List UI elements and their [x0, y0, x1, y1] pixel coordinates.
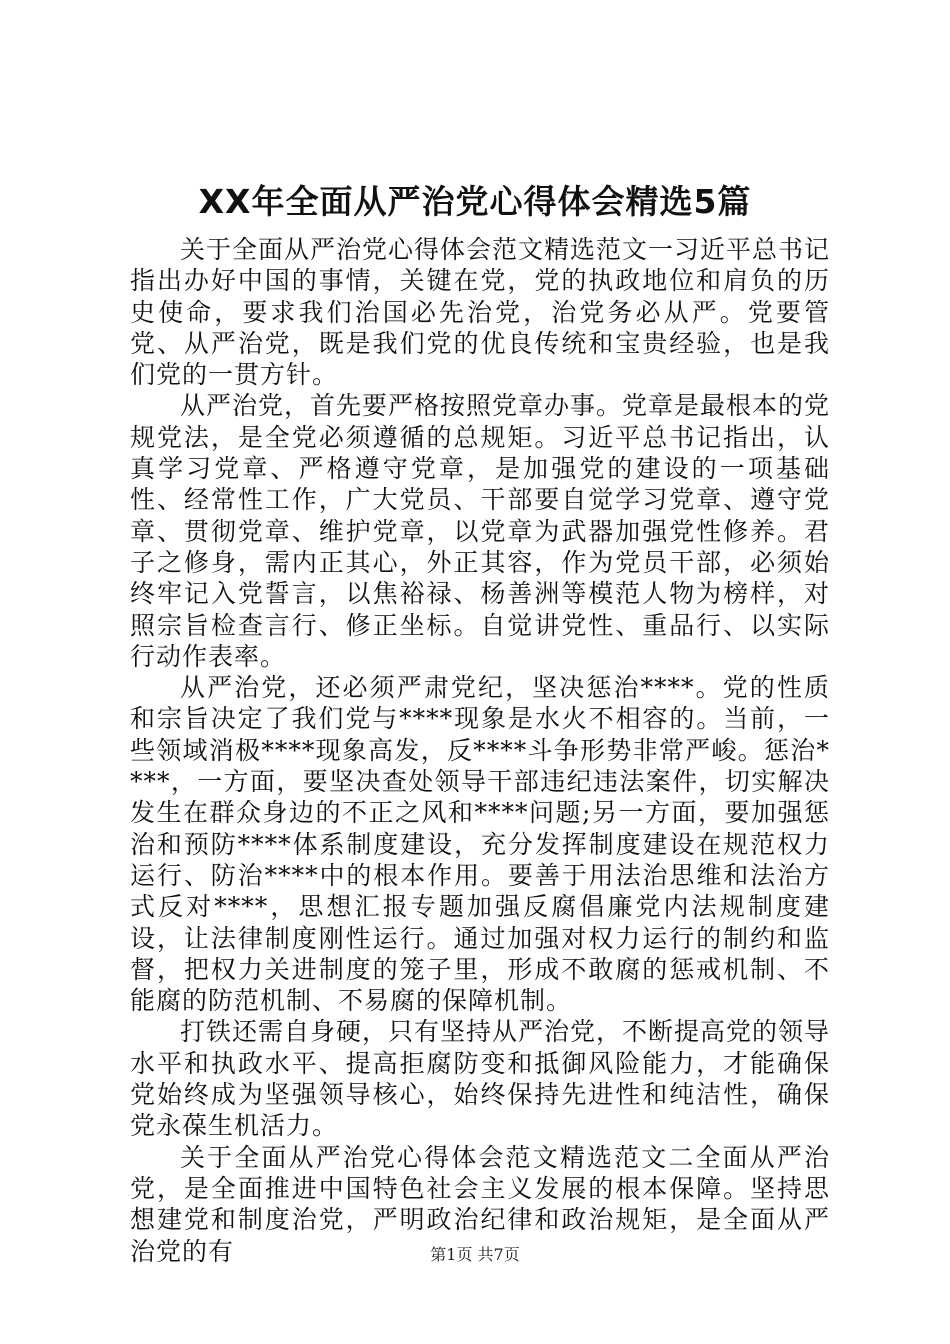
document-title: XX年全面从严治党心得体会精选5篇 [198, 182, 752, 221]
document-body [130, 234, 830, 1267]
paragraph-2: 从严治党，首先要严格按照党章办事。党章是最根本的党规党法，是全党必须遵循的总规矩。习近平总书记指出，认真学习党章、严格遵守党章，是加强党的建设的一项基础性、经常性工作，广大党员、干部要自觉学习党章、遵守党章、贯彻党章、维护党章，以党章为武器加强党性修养。君子之修身，需内正其心，外正其容，作为党员干部，必须始终牢记入党誓言，以焦裕禄、杨善洲等模范人物为榜样，对照宗旨检查言行、修正坐标。自觉讲党性、重品行、以实际行动作表率。 [130, 391, 831, 671]
paragraph-3: 从严治党，还必须严肃党纪，坚决惩治****。党的性质和宗旨决定了我们党与****现象是水火不相容的。当前，一些领域消极****现象高发，反****斗争形势非常严峻。惩治****，一方面，要坚决查处领导干部违纪违法案件，切实解决发生在群众身边的不正之风和****问题;另一方面，要加强惩治和预防****体系制度建设，充分发挥制度建设在规范权力运行、防治****中的根本作用。要善于用法治思维和法治方式反对****，思想汇报专题加强反腐倡廉党内法规制度建设，让法律制度刚性运行。通过加强对权力运行的制约和监督，把权力关进制度的笼子里，形成不敢腐的惩戒机制、不能腐的防范机制、不易腐的保障机制。 [130, 673, 830, 1016]
paragraph-4: 打铁还需自身硬，只有坚持从严治党，不断提高党的领导水平和执政水平、提高拒腐防变和抵御风险能力，才能确保党始终成为坚强领导核心，始终保持先进性和纯洁性，确保党永葆生机活力。 [130, 1017, 831, 1141]
paragraph-1: 关于全面从严治党心得体会范文精选范文一习近平总书记指出办好中国的事情，关键在党，党的执政地位和肩负的历史使命，要求我们治国必先治党，治党务必从严。党要管党、从严治党，既是我们党的优良传统和宝贵经验，也是我们党的一贯方针。 [130, 235, 831, 390]
paragraph-5: 关于全面从严治党心得体会范文精选范文二全面从严治党，是全面推进中国特色社会主义发展的根本保障。坚持思想建党和制度治党，严明政治纪律和政治规矩，是全面从严治党的有 [130, 1142, 830, 1266]
page-number-footer: 第1页 共7页 [430, 1245, 520, 1264]
